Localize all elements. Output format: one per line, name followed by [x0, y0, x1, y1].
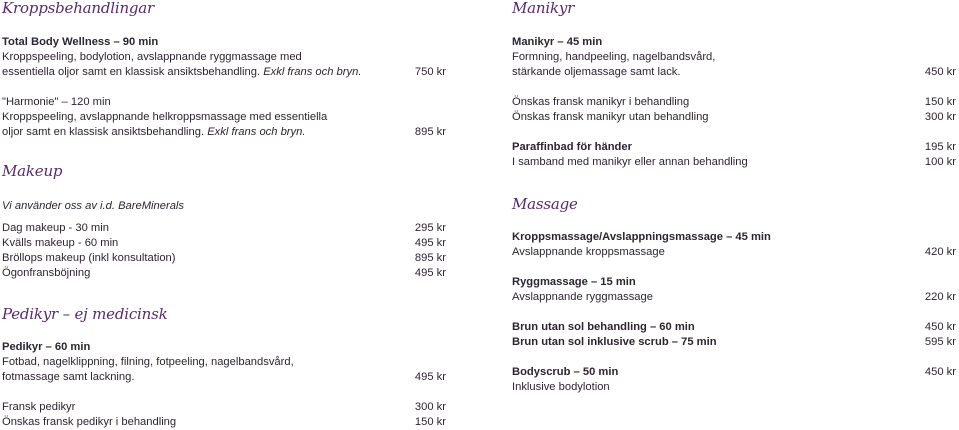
harmonie-note: Exkl frans och bryn.: [207, 126, 306, 138]
ryggmassage-title: Ryggmassage – 15 min: [512, 276, 636, 288]
total-body-price: 750 kr: [414, 66, 446, 78]
harmonie-desc-line2: [2, 125, 305, 140]
pedikyr-heading: Pedikyr – ej medicinsk: [2, 305, 168, 323]
manikyr-heading: Manikyr: [512, 0, 575, 17]
pedikyr-extra-price: 150 kr: [414, 416, 446, 428]
makeup-item-name: Ögonfransböjning: [2, 267, 91, 279]
manikyr-price: 450 kr: [924, 66, 956, 78]
makeup-item-name: Dag makeup - 30 min: [2, 222, 109, 234]
manikyr-desc-line2: stärkande oljemassage samt lack.: [512, 66, 681, 78]
makeup-heading: Makeup: [2, 162, 63, 180]
kroppsbehandlingar-heading: Kroppsbehandlingar: [2, 0, 155, 17]
pedikyr-desc-line2: fotmassage samt lackning.: [2, 371, 135, 383]
manikyr-desc-line1: Formning, handpeeling, nagelbandsvård,: [512, 51, 716, 63]
makeup-item-name: Bröllops makeup (inkl konsultation): [2, 252, 176, 264]
manikyr-title: Manikyr – 45 min: [512, 36, 603, 48]
manikyr-extra-price: 150 kr: [924, 96, 956, 108]
makeup-item-price: 495 kr: [414, 267, 446, 279]
ryggmassage-price: 220 kr: [924, 291, 956, 303]
kroppsmassage-desc: Avslappnande kroppsmassage: [512, 246, 665, 258]
paraffin-price-addon: 100 kr: [924, 156, 956, 168]
massage-heading: Massage: [512, 195, 578, 213]
pedikyr-title: Pedikyr – 60 min: [2, 341, 91, 353]
bodyscrub-price: 450 kr: [924, 366, 956, 378]
harmonie-price: 895 kr: [414, 126, 446, 138]
bodyscrub-desc: Inklusive bodylotion: [512, 381, 610, 393]
pedikyr-extra-name: Önskas fransk pedikyr i behandling: [2, 416, 177, 428]
paraffin-desc: I samband med manikyr eller annan behandling: [512, 156, 748, 168]
brun-utan-sol-scrub-price: 595 kr: [924, 336, 956, 348]
total-body-desc-line1: Kroppspeeling, bodylotion, avslappnande ryggmassage med: [2, 51, 302, 63]
makeup-item-price: 495 kr: [414, 237, 446, 249]
makeup-item-name: Kvälls makeup - 60 min: [2, 237, 119, 249]
brun-utan-sol-price: 450 kr: [924, 321, 956, 333]
makeup-item-price: 895 kr: [414, 252, 446, 264]
pedikyr-desc-line1: Fotbad, nagelklippning, filning, fotpeeling, nagelbandsvård,: [2, 356, 294, 368]
bodyscrub-title: Bodyscrub – 50 min: [512, 366, 619, 378]
total-body-desc-line2: [2, 65, 361, 80]
total-body-note: Exkl frans och bryn.: [263, 66, 362, 78]
total-body-desc2-text: essentiella oljor samt en klassisk ansiktsbehandling.: [2, 66, 261, 78]
makeup-item-price: 295 kr: [414, 222, 446, 234]
pedikyr-extra-name: Fransk pedikyr: [2, 401, 76, 413]
kroppsmassage-title: Kroppsmassage/Avslappningsmassage – 45 min: [512, 231, 771, 243]
paraffin-title: Paraffinbad för händer: [512, 141, 632, 153]
brun-utan-sol-scrub-title: Brun utan sol inklusive scrub – 75 min: [512, 336, 717, 348]
brun-utan-sol-title: Brun utan sol behandling – 60 min: [512, 321, 695, 333]
harmonie-title: "Harmonie" – 120 min: [2, 96, 111, 108]
manikyr-extra-name: Önskas fransk manikyr i behandling: [512, 96, 690, 108]
total-body-title: Total Body Wellness – 90 min: [2, 36, 159, 48]
pedikyr-extra-price: 300 kr: [414, 401, 446, 413]
ryggmassage-desc: Avslappnande ryggmassage: [512, 291, 653, 303]
manikyr-extra-name: Önskas fransk manikyr utan behandling: [512, 111, 709, 123]
pedikyr-price: 495 kr: [414, 371, 446, 383]
manikyr-extra-price: 300 kr: [924, 111, 956, 123]
makeup-intro: Vi använder oss av i.d. BareMinerals: [2, 200, 184, 212]
harmonie-desc2-text: oljor samt en klassisk ansiktsbehandling.: [2, 126, 205, 138]
paraffin-price: 195 kr: [924, 141, 956, 153]
kroppsmassage-price: 420 kr: [924, 246, 956, 258]
harmonie-desc-line1: Kroppspeeling, avslappnande helkroppsmassage med essentiella: [2, 111, 328, 123]
